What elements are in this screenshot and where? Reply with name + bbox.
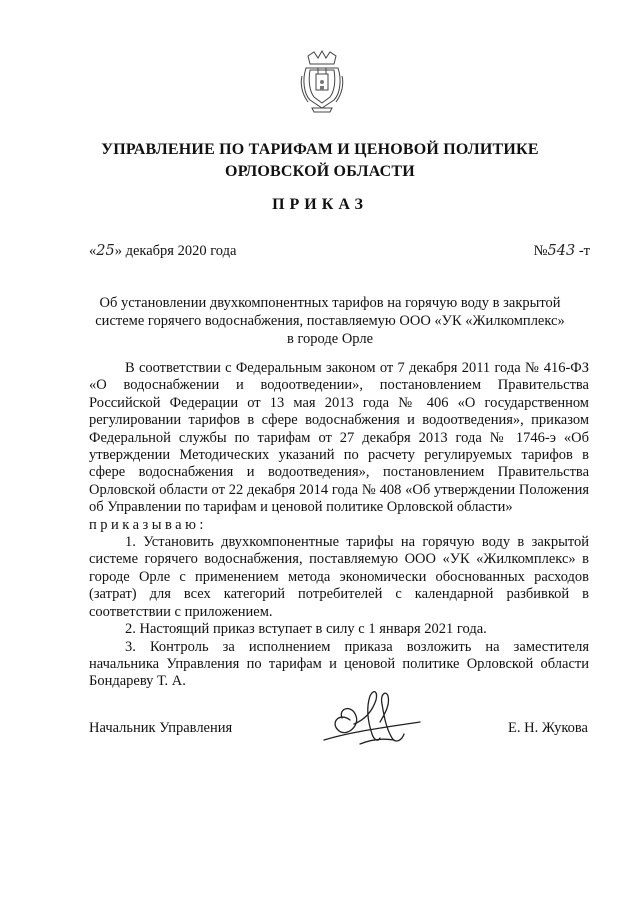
signatory-position: Начальник Управления <box>89 720 233 736</box>
coat-of-arms-icon <box>300 50 344 114</box>
order-item-3: 3. Контроль за исполнением приказа возложить на заместителя начальника Управления по тарифам и ценовой политике Орловской области Бондареву Т. А. <box>89 638 589 690</box>
handwritten-signature <box>320 682 430 752</box>
order-word: приказываю: <box>89 516 207 533</box>
date-day-handwritten: 25 <box>96 243 115 259</box>
subject-line: Об установлении двухкомпонентных тарифов на горячую воду в закрытой <box>99 295 561 311</box>
order-item-2: 2. Настоящий приказ вступает в силу с 1 января 2021 года. <box>125 621 487 638</box>
document-type-title: ПРИКАЗ <box>272 196 368 213</box>
number-prefix: № <box>533 243 548 259</box>
order-item-1: 1. Установить двухкомпонентные тарифы на горячую воду в закрытой системе горячего водоснабжения, поставляемую ООО «УК «Жилкомплекс» в городе Орле с применением метода экономически обоснованных расходов (затрат) для всех категорий потребителей с календарной разбивкой в соответствии с приложением. <box>89 534 589 620</box>
document-number <box>534 243 590 260</box>
number-handwritten: 543 <box>547 243 576 259</box>
date-open-quote: « <box>89 243 97 259</box>
subject-line: системе горячего водоснабжения, поставляемую ООО «УК «Жилкомплекс» <box>95 313 565 329</box>
signatory-name: Е. Н. Жукова <box>507 720 588 736</box>
organization-name-line1: УПРАВЛЕНИЕ ПО ТАРИФАМ И ЦЕНОВОЙ ПОЛИТИКЕ <box>101 141 539 158</box>
document-subject <box>80 294 580 348</box>
number-suffix: -т <box>575 243 590 259</box>
date-close-quote: » <box>114 243 122 259</box>
preamble-paragraph: В соответствии с Федеральным законом от 7 декабря 2011 года № 416-ФЗ «О водоснабжении и водоотведении», постановлением Правительства Российской Федерации от 13 мая 2013 года № 406 «О государственном регулировании тарифов в сфере водоснабжения и водоотведения», приказом Федеральной службы по тарифам от 27 декабря 2013 года № 1746-э «Об утверждении Методических указаний по расчету регулируемых тарифов в сфере водоснабжения и водоотведения», постановлением Правительства Орловской области от 22 декабря 2014 года № 408 «Об утверждении Положения об Управлении по тарифам и ценовой политике Орловской области» <box>89 360 589 516</box>
subject-line: в городе Орле <box>286 331 374 347</box>
document-date <box>89 243 236 260</box>
organization-name-line2: ОРЛОВСКОЙ ОБЛАСТИ <box>225 163 415 180</box>
date-month-year: декабря 2020 года <box>121 243 237 259</box>
document-body <box>89 360 589 691</box>
